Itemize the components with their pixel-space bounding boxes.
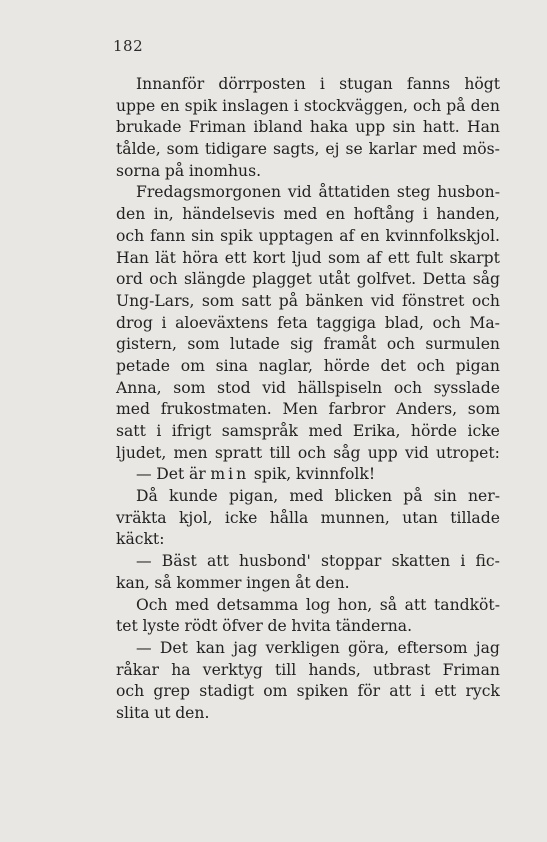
text-line: [116, 551, 500, 573]
page-number: 182: [113, 37, 144, 55]
text-line: [116, 334, 500, 356]
word: vid: [262, 378, 287, 397]
word: framåt: [323, 335, 377, 354]
word: stockväggen,: [303, 96, 408, 115]
word: såg: [472, 270, 500, 289]
word: vid: [405, 443, 429, 462]
word: till: [275, 660, 297, 679]
word: husbond': [239, 552, 311, 571]
word: vräkta: [116, 508, 167, 527]
word: Det: [159, 638, 188, 657]
word: med: [289, 487, 324, 506]
word: ett: [224, 248, 247, 267]
word: af: [366, 248, 382, 267]
word: satt: [241, 291, 272, 310]
word: i: [156, 422, 162, 440]
word: fic-: [475, 552, 500, 571]
text-line: [116, 443, 500, 465]
text-line: [116, 681, 500, 703]
text-line: [116, 313, 500, 335]
word: sina: [215, 356, 248, 375]
text-line: [116, 573, 500, 595]
word: taggiga: [316, 313, 377, 332]
word: surmulen: [425, 335, 500, 354]
word: åt: [295, 573, 311, 592]
word: sig: [290, 335, 314, 354]
word: som: [467, 400, 500, 419]
word: så: [379, 595, 398, 614]
word: kort: [252, 248, 286, 267]
word: med: [283, 205, 318, 224]
word: pigan,: [228, 487, 279, 506]
word: om: [263, 682, 288, 701]
word: på: [278, 291, 298, 310]
word: plagget: [252, 270, 312, 289]
text-line: [116, 356, 500, 378]
word: att: [389, 682, 412, 701]
word: som: [327, 248, 361, 267]
word: petade: [116, 356, 170, 375]
text-line: [116, 638, 500, 660]
word: Erika,: [352, 422, 401, 440]
word: —: [136, 552, 152, 571]
word: som: [166, 140, 199, 159]
word: stoppar: [321, 552, 382, 571]
word: upptagen: [258, 226, 334, 245]
word: uppe: [116, 96, 156, 115]
word: tålde,: [116, 140, 161, 159]
word: hon,: [337, 595, 373, 614]
body-text: [116, 74, 500, 725]
text-line: [116, 291, 500, 313]
text-line: [116, 595, 500, 617]
word: en: [360, 226, 380, 245]
word: upp: [355, 118, 386, 137]
word: upp: [367, 443, 398, 462]
word: Innanför: [136, 75, 205, 93]
word: dörrposten: [218, 75, 306, 93]
word: utåt: [318, 270, 351, 289]
word: drog: [116, 313, 153, 332]
word: hålla: [269, 508, 309, 527]
word: inomhus.: [188, 161, 262, 180]
word: Anna,: [116, 378, 162, 397]
word: hoftång: [353, 205, 415, 224]
word: samspråk: [221, 422, 298, 440]
word: vid: [370, 291, 395, 310]
word: naglar,: [258, 356, 313, 375]
word: den.: [175, 703, 210, 722]
word: Anders,: [396, 400, 458, 419]
word: spik: [184, 96, 218, 115]
text-line: [116, 161, 500, 183]
word: —: [136, 465, 152, 484]
word: de: [267, 617, 287, 636]
word: utan: [402, 508, 438, 527]
word: med: [308, 422, 343, 440]
word: sin: [433, 487, 457, 506]
word: min: [210, 465, 250, 484]
word: Detta: [422, 270, 467, 289]
text-line: [116, 660, 500, 682]
text-line: [116, 399, 500, 421]
word: Ma-: [469, 313, 500, 332]
word: i: [460, 552, 466, 571]
word: —: [136, 638, 152, 657]
text-line: [116, 117, 500, 139]
word: i: [161, 313, 167, 332]
word: för: [357, 682, 381, 701]
word: men: [173, 443, 208, 462]
word: tänderna.: [335, 617, 413, 636]
word: verktyg: [202, 660, 263, 679]
word: händelsevis: [182, 205, 275, 224]
word: rödt: [184, 617, 218, 636]
word: bänken: [305, 291, 364, 310]
word: skatten: [391, 552, 451, 571]
word: vid: [287, 183, 312, 202]
word: aloeväxtens: [175, 313, 269, 332]
word: höra: [182, 248, 219, 267]
word: steg: [396, 183, 431, 202]
word: ett: [387, 248, 410, 267]
word: slita: [116, 703, 150, 722]
word: Fredagsmorgonen: [136, 183, 282, 202]
word: Men: [282, 400, 318, 419]
word: öfver: [222, 617, 263, 636]
word: och: [416, 356, 445, 375]
text-line: [116, 616, 500, 638]
text-line: [116, 74, 500, 96]
word: till: [269, 443, 291, 462]
text-line: [116, 269, 500, 291]
word: jag: [233, 638, 258, 657]
word: på: [403, 487, 423, 506]
word: sin: [392, 118, 416, 137]
word: med: [116, 400, 150, 419]
text-line: [116, 378, 500, 400]
word: lutade: [229, 335, 280, 354]
word: detsamma: [216, 595, 299, 614]
word: ha: [171, 660, 191, 679]
word: och: [432, 313, 461, 332]
text-line: [116, 139, 500, 161]
word: brukade: [116, 118, 182, 137]
word: och: [116, 682, 145, 701]
word: med: [175, 595, 210, 614]
word: mös-: [462, 140, 500, 159]
word: feta: [277, 313, 308, 332]
word: log: [305, 595, 331, 614]
word: kvinnfolk!: [295, 465, 376, 484]
word: i: [420, 682, 426, 701]
word: stugan: [339, 75, 393, 93]
word: haka: [309, 118, 348, 137]
word: verkligen: [265, 638, 340, 657]
word: hörde: [410, 422, 458, 440]
word: högt: [464, 75, 500, 93]
word: tet: [116, 617, 138, 636]
word: hällspiseln: [297, 378, 383, 397]
word: karlar: [368, 140, 417, 159]
word: i: [422, 205, 428, 224]
word: sagts,: [272, 140, 320, 159]
word: stod: [217, 378, 251, 397]
word: hands,: [308, 660, 361, 679]
word: blad,: [384, 313, 424, 332]
text-line: [116, 204, 500, 226]
text-line: [116, 703, 500, 725]
word: ner-: [467, 487, 500, 506]
word: stadigt: [199, 682, 254, 701]
word: af: [339, 226, 355, 245]
text-line: [116, 226, 500, 248]
word: satt: [116, 422, 146, 440]
word: kvinnfolkskjol.: [385, 226, 500, 245]
word: och: [393, 378, 422, 397]
word: Bäst: [161, 552, 197, 571]
word: råkar: [116, 660, 159, 679]
word: såg: [333, 443, 361, 462]
word: spratt: [214, 443, 263, 462]
word: Friman: [188, 118, 247, 137]
word: skarpt: [449, 248, 500, 267]
word: ljudet,: [116, 443, 167, 462]
word: en: [325, 205, 346, 224]
word: ord: [116, 270, 143, 289]
word: eftersom: [397, 638, 468, 657]
word: husbon-: [437, 183, 500, 202]
word: icke: [467, 422, 500, 440]
word: kunde: [169, 487, 218, 506]
text-line: [116, 529, 500, 551]
word: och: [149, 270, 178, 289]
word: slängde: [184, 270, 246, 289]
word: in,: [153, 205, 174, 224]
word: Då: [136, 487, 158, 506]
word: och: [471, 291, 500, 310]
word: farbror: [328, 400, 386, 419]
word: den: [116, 205, 146, 224]
text-line: [116, 508, 500, 530]
word: käckt:: [116, 530, 165, 549]
word: på: [446, 96, 466, 115]
word: tidigare: [204, 140, 267, 159]
word: så: [154, 573, 172, 592]
word: hvita: [291, 617, 331, 636]
text-line: [116, 464, 500, 486]
word: kan: [196, 638, 225, 657]
word: Friman: [442, 660, 500, 679]
word: tandköt-: [434, 595, 500, 614]
word: den: [470, 96, 500, 115]
word: hörde: [323, 356, 370, 375]
word: fanns: [406, 75, 451, 93]
word: på: [164, 161, 185, 180]
word: grep: [153, 682, 191, 701]
word: fult: [416, 248, 444, 267]
word: åttatiden: [318, 183, 391, 202]
word: utropet:: [436, 443, 500, 462]
word: jag: [475, 638, 500, 657]
word: som: [173, 378, 206, 397]
word: kommer: [176, 573, 242, 592]
word: ifrigt: [171, 422, 212, 440]
word: det: [380, 356, 407, 375]
word: utbrast: [373, 660, 431, 679]
word: blicken: [334, 487, 393, 506]
word: lät: [155, 248, 176, 267]
word: i: [319, 75, 325, 93]
word: Ung-Lars,: [116, 291, 195, 310]
word: som: [201, 291, 235, 310]
word: att: [404, 595, 427, 614]
word: Han: [466, 118, 500, 137]
word: ingen: [246, 573, 291, 592]
text-line: [116, 96, 500, 118]
word: sorna: [116, 161, 161, 180]
word: att: [207, 552, 229, 571]
word: tillade: [450, 508, 500, 527]
word: och: [413, 96, 442, 115]
word: Han: [116, 248, 149, 267]
word: se: [345, 140, 363, 159]
text-line: [116, 248, 500, 270]
word: ljud: [291, 248, 322, 267]
word: ibland: [253, 118, 303, 137]
word: kan,: [116, 573, 150, 592]
word: ej: [325, 140, 340, 159]
word: frukostmaten.: [160, 400, 272, 419]
word: ett: [434, 682, 457, 701]
word: Det: [156, 465, 185, 484]
word: den.: [315, 573, 350, 592]
word: sin: [191, 226, 215, 245]
text-line: [116, 421, 500, 443]
text-line: [116, 486, 500, 508]
word: göra,: [348, 638, 390, 657]
word: som: [187, 335, 220, 354]
word: lyste: [142, 617, 180, 636]
word: gistern,: [116, 335, 177, 354]
word: handen,: [436, 205, 500, 224]
word: och: [116, 226, 145, 245]
word: med: [422, 140, 457, 159]
word: spik,: [253, 465, 292, 484]
word: om: [180, 356, 205, 375]
word: ryck: [465, 682, 500, 701]
word: och: [386, 335, 415, 354]
word: och: [297, 443, 326, 462]
word: munnen,: [320, 508, 390, 527]
word: kjol,: [178, 508, 213, 527]
word: Och: [136, 595, 168, 614]
word: en: [160, 96, 180, 115]
word: golfvet.: [356, 270, 417, 289]
word: hatt.: [422, 118, 460, 137]
word: inslagen: [222, 96, 289, 115]
word: icke: [224, 508, 258, 527]
word: spik: [220, 226, 253, 245]
word: ut: [154, 703, 171, 722]
word: sysslade: [433, 378, 500, 397]
text-line: [116, 182, 500, 204]
word: är: [188, 465, 206, 484]
word: i: [293, 96, 299, 115]
word: fann: [150, 226, 186, 245]
word: fönstret: [402, 291, 465, 310]
word: spiken: [296, 682, 349, 701]
word: pigan: [455, 356, 500, 375]
